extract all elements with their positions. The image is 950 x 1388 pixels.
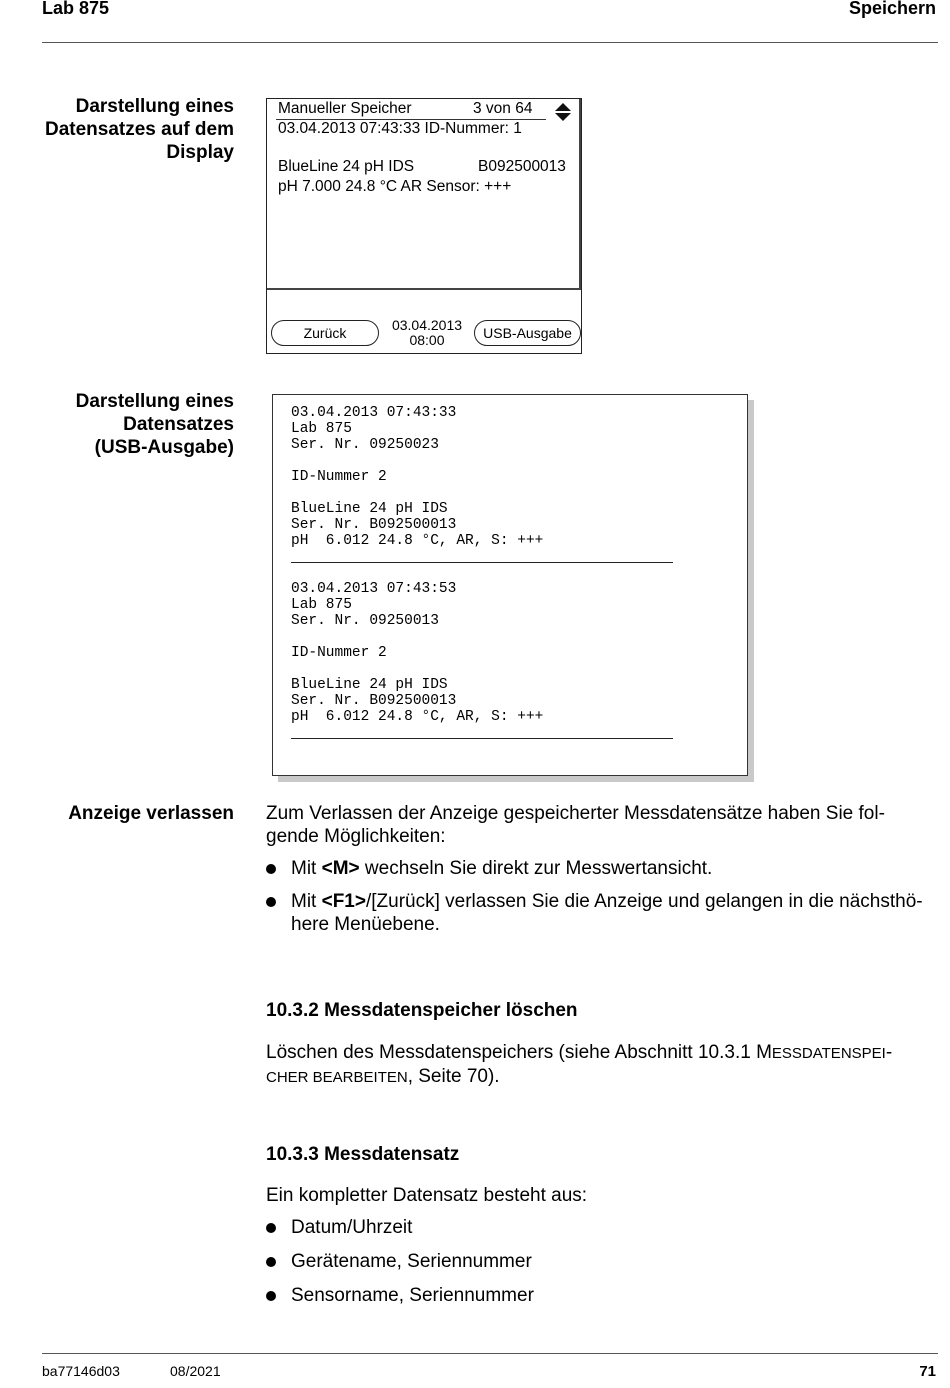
record-sensor-serial: Ser. Nr. B092500013 [291, 693, 457, 709]
bullet-icon [266, 1291, 276, 1301]
list-item-text [291, 890, 938, 936]
record-separator [291, 738, 673, 739]
record-device: Lab 875 [291, 597, 352, 613]
section-text-1032 [266, 1041, 892, 1089]
record-separator [291, 562, 673, 563]
scroll-up-icon [555, 103, 571, 111]
text-line [266, 1041, 892, 1065]
footer-rule [42, 1353, 938, 1354]
side-label-line: Display [166, 142, 234, 163]
record-sensor: BlueLine 24 pH IDS [291, 677, 448, 693]
record-datetime: 03.04.2013 07:43:33 [291, 405, 457, 421]
text-fragment: /[Zurück] verlassen Sie die Anzeige und gelangen in die nächsthö- [365, 891, 923, 912]
key-m: <M> [321, 858, 360, 879]
side-label-line: Datensatzes [123, 414, 234, 435]
record-device: Lab 875 [291, 421, 352, 437]
usb-output-softkey[interactable]: USB-Ausgabe [474, 320, 581, 346]
display-measurement: pH 7.000 24.8 °C AR Sensor: +++ [278, 178, 512, 195]
side-label-line: Datensatzes auf dem [44, 119, 234, 140]
text-fragment: wechseln Sie direkt zur Messwertansicht. [359, 858, 713, 879]
text-line [266, 1065, 892, 1089]
list-item [266, 857, 938, 880]
list-item [266, 890, 938, 936]
display-title: Manueller Speicher [278, 100, 412, 117]
display-content-area [267, 99, 581, 290]
display-date: 03.04.2013 [391, 317, 463, 333]
bullet-icon [266, 897, 276, 907]
record-id: ID-Nummer 2 [291, 645, 387, 661]
text-fragment: ESSDATENSPEI [771, 1045, 886, 1062]
record-device-serial: Ser. Nr. 09250013 [291, 613, 439, 629]
header-rule [42, 42, 938, 43]
list-item-text: Datum/Uhrzeit [291, 1217, 413, 1238]
record-measurement: pH 6.012 24.8 °C, AR, S: +++ [291, 709, 544, 725]
display-sensor-name: BlueLine 24 pH IDS [278, 158, 415, 175]
footer-date: 08/2021 [170, 1363, 221, 1379]
exit-intro-line: gende Möglichkeiten: [266, 826, 446, 847]
text-fragment: Löschen des Messdatenspeichers (siehe Abschnitt 10.3.1 M [266, 1042, 772, 1063]
display-clock [385, 318, 469, 348]
list-item-text: Gerätename, Seriennummer [291, 1251, 532, 1272]
section-heading-1032: 10.3.2 Messdatenspeicher löschen [266, 1000, 578, 1021]
record-id: ID-Nummer 2 [291, 469, 387, 485]
section-intro-1033: Ein kompletter Datensatz besteht aus: [266, 1185, 588, 1206]
page-number: 71 [919, 1363, 936, 1380]
side-label-line: Darstellung eines [75, 391, 234, 412]
list-item [266, 1216, 938, 1239]
scroll-down-icon [555, 113, 571, 121]
record-datetime: 03.04.2013 07:43:53 [291, 581, 457, 597]
text-fragment: here Menüebene. [291, 914, 440, 935]
text-fragment: - [885, 1042, 893, 1063]
display-time: 08:00 [409, 332, 445, 348]
footer-doc-number: ba77146d03 [42, 1363, 120, 1379]
device-display [266, 98, 582, 354]
record-sensor: BlueLine 24 pH IDS [291, 501, 448, 517]
record-device-serial: Ser. Nr. 09250023 [291, 437, 439, 453]
exit-intro [266, 802, 885, 848]
key-f1: <F1> [321, 891, 366, 912]
header-title: Lab 875 [42, 0, 110, 18]
side-label-exit: Anzeige verlassen [68, 803, 234, 824]
list-item [266, 1250, 938, 1273]
header-chapter: Speichern [848, 0, 936, 18]
record-sensor-serial: Ser. Nr. B092500013 [291, 517, 457, 533]
section-heading-1033: 10.3.3 Messdatensatz [266, 1144, 460, 1165]
back-softkey[interactable]: Zurück [271, 320, 379, 346]
display-datetime-id: 03.04.2013 07:43:33 ID-Nummer: 1 [278, 120, 522, 137]
display-sensor-serial: B092500013 [478, 158, 566, 175]
side-label-line: Darstellung eines [75, 96, 234, 117]
text-fragment: Mit [291, 891, 322, 912]
list-item-text: Sensorname, Seriennummer [291, 1285, 534, 1306]
side-label-line: (USB-Ausgabe) [94, 437, 234, 458]
record-measurement: pH 6.012 24.8 °C, AR, S: +++ [291, 533, 544, 549]
list-item [266, 1284, 938, 1307]
text-fragment: Mit [291, 858, 322, 879]
side-label-usb [40, 390, 234, 459]
text-fragment: CHER BEARBEITEN [266, 1069, 408, 1086]
text-fragment: , Seite 70). [407, 1066, 500, 1087]
bullet-icon [266, 864, 276, 874]
bullet-icon [266, 1257, 276, 1267]
usb-output-box [272, 394, 748, 776]
list-item-text [291, 857, 938, 880]
bullet-icon [266, 1223, 276, 1233]
exit-intro-line: Zum Verlassen der Anzeige gespeicherter Messdatensätze haben Sie fol- [266, 803, 885, 824]
display-record-count: 3 von 64 [473, 100, 533, 117]
side-label-display [40, 95, 234, 164]
